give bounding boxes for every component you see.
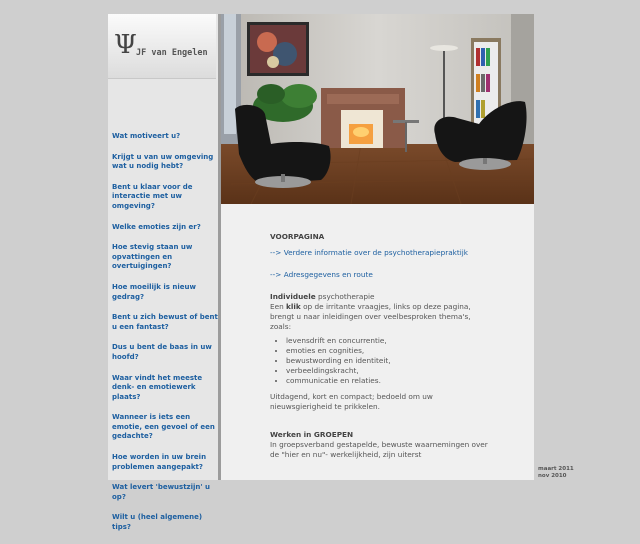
sidebar-link-brein[interactable]: Hoe worden in uw brein problemen aangepakt? — [112, 453, 207, 471]
list-item: • bewustwording en identiteit, — [286, 356, 490, 366]
logo-name: JF van Engelen — [136, 48, 208, 58]
list-item: • verbeeldingskracht, — [286, 366, 490, 376]
sidebar-link-emotie-gevoel[interactable]: Wanneer is iets een emotie, een gevoel of een gedachte? — [112, 413, 215, 441]
sidebar — [108, 14, 218, 532]
sidebar-link-denkwerk[interactable]: Waar vindt het meeste denk- en emotiewerk plaats? — [112, 373, 203, 401]
summary-paragraph: Uitdagend, kort en compact; bedoeld om uw nieuwsgierigheid te prikkelen. — [270, 392, 433, 411]
practice-info-link[interactable]: --> Verdere informatie over de psychotherapiepraktijk — [270, 248, 469, 257]
site-logo[interactable] — [108, 14, 216, 79]
sidebar-link-interactie[interactable]: Bent u klaar voor de interactie met uw omgeving? — [112, 182, 193, 210]
update-date: nov 2010 — [538, 472, 567, 479]
sidebar-link-fantast[interactable]: Bent u zich bewust of bent u een fantast? — [112, 313, 218, 331]
theme-list — [270, 336, 490, 386]
intro-paragraph: Een klik op de irritante vraagjes, links op deze pagina, brengt u naar inleidingen over veelbesproken thema's, zoals: — [270, 302, 471, 331]
list-item: • communicatie en relaties. — [286, 376, 490, 386]
intro-heading: Individuele psychotherapie — [270, 292, 375, 301]
sidebar-link-tips[interactable]: Wilt u (heel algemene) tips? — [112, 513, 203, 532]
sidebar-nav — [112, 132, 218, 544]
list-item: • emoties en cognities, — [286, 346, 490, 356]
sidebar-link-opvattingen[interactable]: Hoe stevig staan uw opvattingen en overtuigingen? — [112, 243, 193, 271]
sidebar-link-nieuw-gedrag[interactable]: Hoe moeilijk is nieuw gedrag? — [112, 282, 196, 301]
practice-room-photo — [221, 14, 534, 204]
sidebar-link-bewustzijn[interactable]: Wat levert 'bewustzijn' u op? — [112, 483, 210, 501]
groups-heading: Werken in GROEPEN — [270, 430, 354, 439]
groups-paragraph: In groepsverband gestapelde, bewuste waarnemingen over de "hier en nu"- werkelijkheid, zijn uiterst — [270, 440, 488, 459]
main-content — [221, 204, 534, 480]
address-route-link[interactable]: --> Adresgegevens en route — [270, 270, 373, 279]
list-item: • levensdrift en concurrentie, — [286, 336, 490, 346]
update-date: maart 2011 — [538, 466, 574, 472]
sidebar-link-emoties[interactable]: Welke emoties zijn er? — [112, 222, 201, 231]
sidebar-link-motivatie[interactable]: Wat motiveert u? — [112, 132, 181, 140]
update-dates — [538, 466, 574, 479]
sidebar-link-baas[interactable]: Dus u bent de baas in uw hoofd? — [112, 343, 212, 361]
psi-logo-icon: Ψ — [114, 30, 137, 60]
right-margin — [534, 14, 640, 480]
sidebar-link-omgeving[interactable]: Krijgt u van uw omgeving wat u nodig hebt? — [112, 152, 214, 171]
page-title: VOORPAGINA — [270, 232, 325, 241]
